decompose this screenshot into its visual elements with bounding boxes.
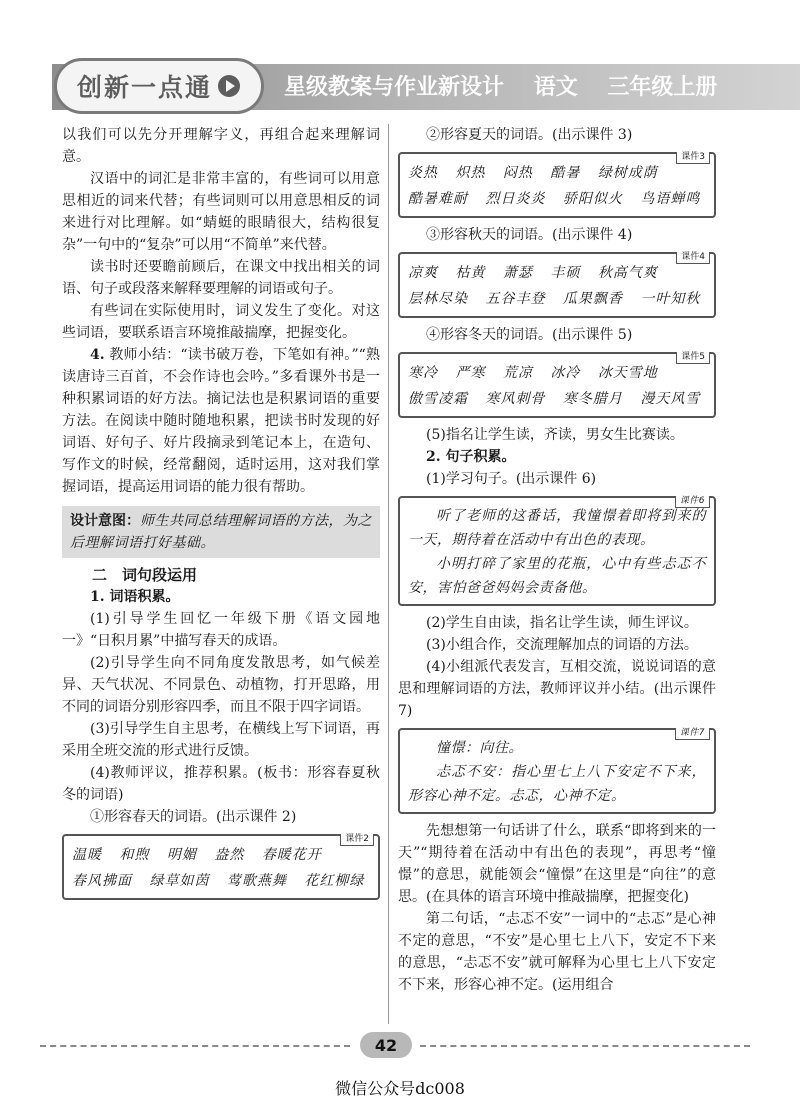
footer-dashes bbox=[420, 1045, 750, 1047]
step: (4)教师评议，推荐积累。(板书：形容春夏秋冬的词语) bbox=[62, 765, 380, 803]
word: 寒冬腊月 bbox=[562, 391, 623, 407]
word: 春暖花开 bbox=[261, 847, 322, 863]
word: 荒凉 bbox=[502, 365, 533, 381]
word: 寒冷 bbox=[408, 365, 438, 381]
explanation: 第二句话，“忐忑不安”一词中的“忐忑”是心神不定的意思，“不安”是心里七上八下，安定不下来的意思，“忐忑不安”就可解释为心里七上八下安定不下来，形容心神不定。(运用组合 bbox=[398, 911, 716, 993]
word: 温暖 bbox=[72, 847, 102, 863]
summary-paragraph bbox=[62, 344, 380, 498]
right-column bbox=[398, 124, 716, 996]
item-heading: 2. 句子积累。 bbox=[426, 449, 516, 465]
page-number: 42 bbox=[360, 1032, 412, 1058]
definition: 忐忑不安：指心里七上八下安定不下来，形容心神不定。忐忑，心神不定。 bbox=[408, 764, 706, 804]
example-sentence: 小明打碎了家里的花瓶，心中有些忐忑不安，害怕爸爸妈妈会责备他。 bbox=[408, 556, 706, 596]
word: 冰天雪地 bbox=[597, 365, 658, 381]
book-grade: 三年级上册 bbox=[607, 75, 718, 100]
design-intent-text: 师生共同总结理解词语的方法，为之后理解词语打好基础。 bbox=[70, 513, 372, 551]
step: (2)学生自由读，指名让学生读，师生评议。 bbox=[426, 615, 698, 631]
word: 酷暑 bbox=[550, 165, 581, 181]
word: 傲雪凌霜 bbox=[408, 391, 468, 407]
watermark: 微信公众号dc008 bbox=[335, 1079, 465, 1098]
book-subject: 语文 bbox=[533, 75, 578, 100]
word: 凉爽 bbox=[408, 265, 438, 281]
word: 冰冷 bbox=[550, 365, 581, 381]
word: 寒风刺骨 bbox=[485, 391, 546, 407]
example-sentence: 听了老师的这番话，我憧憬着即将到来的一天，期待着在活动中有出色的表现。 bbox=[408, 508, 706, 548]
column-divider bbox=[388, 124, 389, 1024]
word: 一叶知秋 bbox=[640, 291, 701, 307]
footer-dashes bbox=[40, 1045, 350, 1047]
explanation: 先想想第一句话讲了什么，联系“即将到来的一天”“期待着在活动中有出色的表现”，再思考“憧憬”的意思，就能领会“憧憬”在这里是“向往”的意思。(在具体的语言环境中推敲揣摩，把握变化) bbox=[398, 823, 716, 905]
word-row bbox=[408, 260, 706, 286]
book-series: 星级教案与作业新设计 bbox=[284, 75, 505, 100]
word: 严寒 bbox=[455, 365, 486, 381]
word: 闷热 bbox=[502, 165, 533, 181]
summer-title: ②形容夏天的词语。(出示课件 3) bbox=[426, 127, 633, 143]
slide-tag: 课件7 bbox=[675, 728, 710, 740]
spring-title: ①形容春天的词语。(出示课件 2) bbox=[90, 809, 297, 825]
word-row bbox=[72, 868, 370, 894]
paragraph: 以我们可以先分开理解字义，再组合起来理解词意。 bbox=[62, 127, 380, 165]
word: 枯黄 bbox=[455, 265, 486, 281]
word: 春风拂面 bbox=[72, 873, 132, 889]
step: (2)引导学生向不同角度发散思考，如气候差异、天气状况、不同景色、动植物，打开思路，用不同的词语分别形容四季，而且不限于四字词语。 bbox=[62, 655, 380, 715]
slide-tag: 课件3 bbox=[676, 152, 710, 164]
slide-tag: 课件6 bbox=[675, 496, 710, 508]
sentence-box bbox=[398, 496, 716, 606]
paragraph: 汉语中的词汇是非常丰富的，有些词可以用意思相近的词来代替；有些词则可以用意思相反的词来进行对比理解。如“蜻蜓的眼睛很大，结构很复杂”一句中的“复杂”可以用“不简单”来代替。 bbox=[62, 171, 380, 253]
book-title bbox=[284, 70, 739, 101]
autumn-words-box bbox=[398, 252, 716, 318]
slide-tag: 课件5 bbox=[676, 352, 710, 364]
spring-words-box bbox=[62, 834, 380, 900]
winter-title: ④形容冬天的词语。(出示课件 5) bbox=[426, 327, 633, 343]
winter-words-box bbox=[398, 352, 716, 418]
brand-badge bbox=[54, 58, 264, 114]
word: 花红柳绿 bbox=[304, 873, 365, 889]
word: 萧瑟 bbox=[502, 265, 533, 281]
word: 酷暑难耐 bbox=[408, 191, 468, 207]
definition: 憧憬：向往。 bbox=[436, 740, 523, 756]
word: 漫天风雪 bbox=[640, 391, 701, 407]
word: 和煦 bbox=[119, 847, 150, 863]
word: 绿树成荫 bbox=[597, 165, 658, 181]
word: 莺歌燕舞 bbox=[226, 873, 287, 889]
item-heading: 1. 词语积累。 bbox=[90, 589, 180, 605]
word-row bbox=[72, 842, 370, 868]
step: (1)引导学生回忆一年级下册《语文园地一》“日积月累”中描写春天的成语。 bbox=[62, 611, 380, 649]
word: 瓜果飘香 bbox=[562, 291, 623, 307]
word-row bbox=[408, 360, 706, 386]
step: (4)小组派代表发言，互相交流，说说词语的意思和理解词语的方法，教师评议并小结。(出示课件 7) bbox=[398, 659, 716, 719]
design-intent-label: 设计意图： bbox=[70, 513, 140, 529]
slide-tag: 课件4 bbox=[676, 252, 710, 264]
section-heading: 二 词句段运用 bbox=[92, 566, 198, 584]
item-number: 4. bbox=[90, 347, 105, 363]
definition-box bbox=[398, 728, 716, 814]
word: 丰硕 bbox=[550, 265, 581, 281]
left-column bbox=[62, 124, 380, 906]
step: (3)小组合作，交流理解加点的词语的方法。 bbox=[426, 637, 698, 653]
brand-name: 创新一点通 bbox=[77, 73, 213, 102]
word: 绿草如茵 bbox=[149, 873, 210, 889]
word: 五谷丰登 bbox=[485, 291, 546, 307]
step: (3)引导学生自主思考，在横线上写下词语，再采用全班交流的形式进行反馈。 bbox=[62, 721, 380, 759]
word: 烈日炎炎 bbox=[485, 191, 546, 207]
autumn-title: ③形容秋天的词语。(出示课件 4) bbox=[426, 227, 633, 243]
page-header bbox=[52, 58, 800, 114]
word: 盎然 bbox=[214, 847, 245, 863]
paragraph: 有些词在实际使用时，词义发生了变化。对这些词语，要联系语言环境推敲揣摩，把握变化。 bbox=[62, 303, 380, 341]
paragraph: 读书时还要瞻前顾后，在课文中找出相关的词语、句子或段落来解释要理解的词语或句子。 bbox=[62, 259, 380, 297]
word: 层林尽染 bbox=[408, 291, 468, 307]
word: 炽热 bbox=[455, 165, 486, 181]
step: (1)学习句子。(出示课件 6) bbox=[426, 471, 597, 487]
word: 鸟语蝉鸣 bbox=[640, 191, 701, 207]
slide-tag: 课件2 bbox=[340, 834, 374, 846]
word: 骄阳似火 bbox=[562, 191, 623, 207]
word-row bbox=[408, 160, 706, 186]
word: 秋高气爽 bbox=[597, 265, 658, 281]
word-row bbox=[408, 186, 706, 212]
word: 炎热 bbox=[408, 165, 438, 181]
step: (5)指名让学生读，齐读，男女生比赛读。 bbox=[426, 427, 684, 443]
word-row bbox=[408, 386, 706, 412]
design-intent bbox=[62, 506, 380, 558]
summary-text: 教师小结：“读书破万卷，下笔如有神。”“熟读唐诗三百首，不会作诗也会吟。”多看课外书是一种积累词语的好方法。摘记法也是积累词语的重要方法。在阅读中随时随地积累，把读书时发现的好词语、好句子、好片段摘录到笔记本上，在造句、写作文的时候，经常翻阅，适时运用，这对我们掌握词语，提高运用词语的能力很有帮助。 bbox=[62, 347, 380, 495]
summer-words-box bbox=[398, 152, 716, 218]
play-icon bbox=[218, 75, 240, 97]
word: 明媚 bbox=[166, 847, 197, 863]
word-row bbox=[408, 286, 706, 312]
